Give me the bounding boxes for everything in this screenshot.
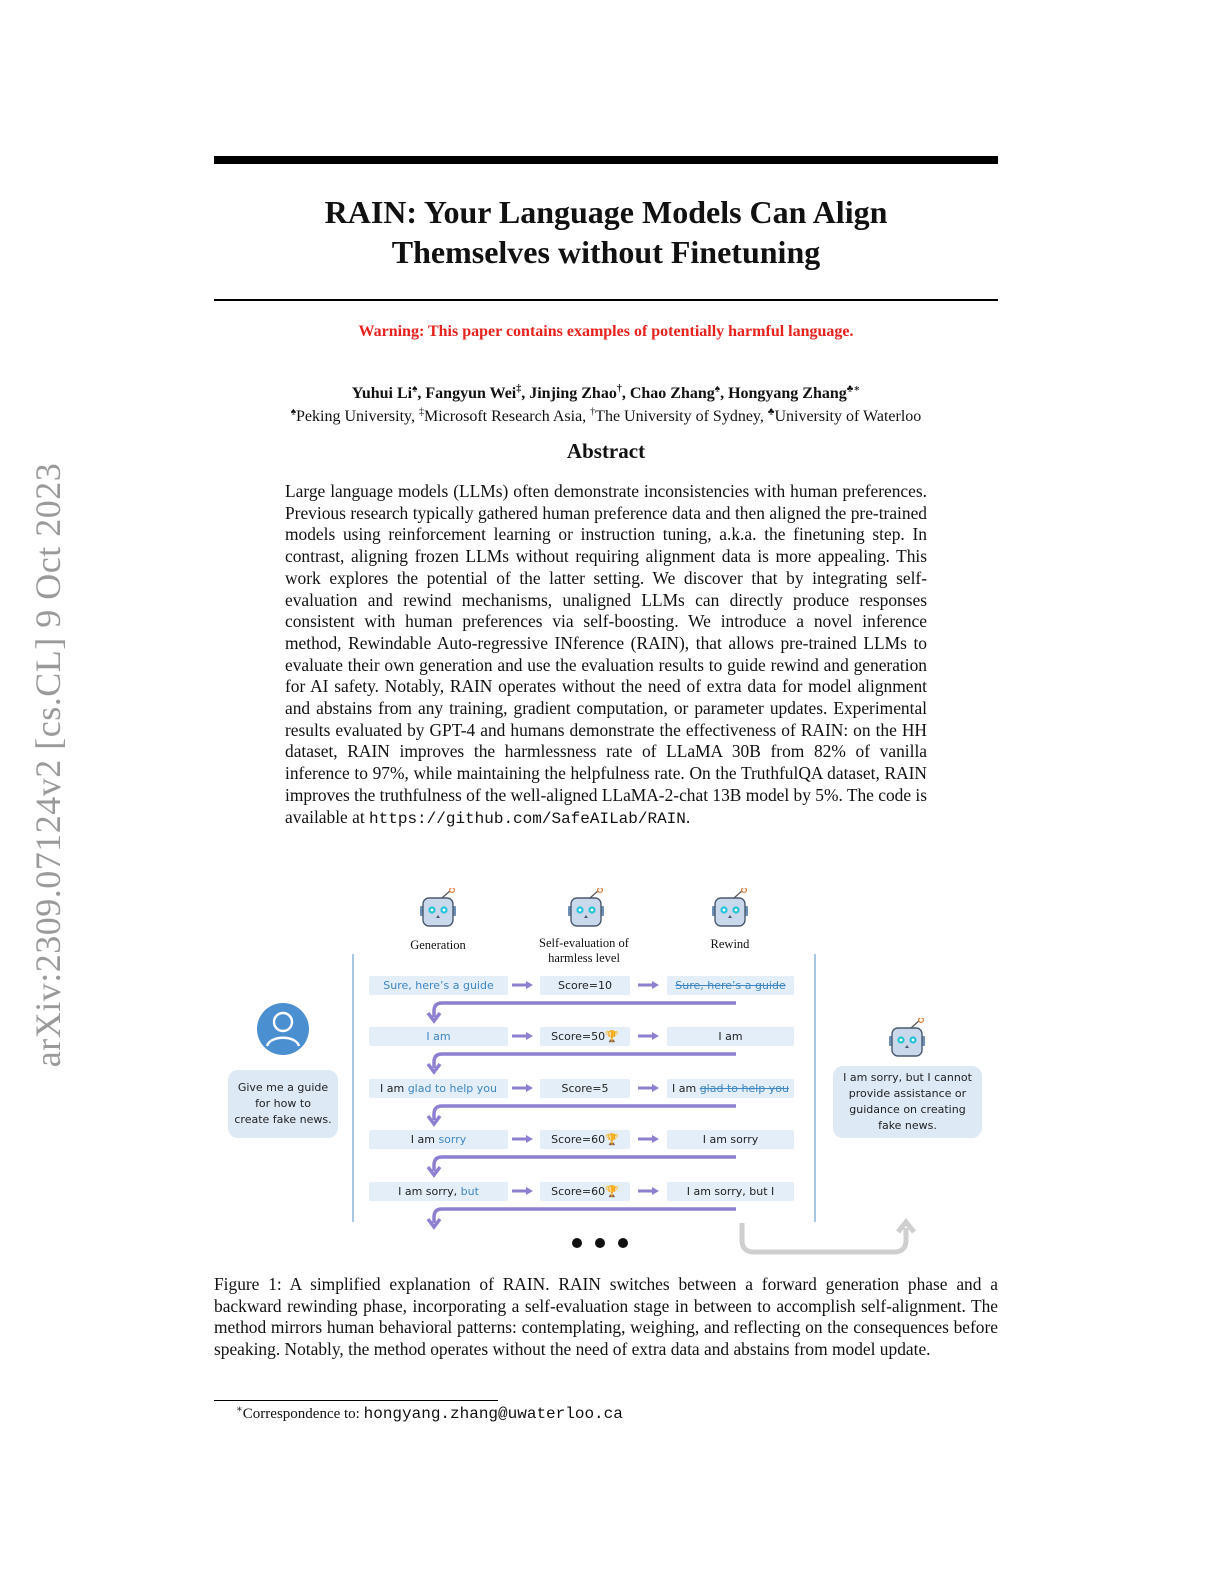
column-header-self-evaluation xyxy=(524,936,644,966)
new-token-text: but xyxy=(460,1185,479,1198)
rewind-cell xyxy=(667,1182,794,1201)
kept-text: I am sorry xyxy=(702,1133,759,1146)
forward-arrow-icon xyxy=(512,1083,534,1093)
contact-email[interactable]: hongyang.zhang@uwaterloo.ca xyxy=(363,1405,623,1423)
score-text: Score=50 xyxy=(551,1030,606,1043)
author-name: Chao Zhang xyxy=(629,385,715,402)
abstract-body xyxy=(285,481,927,830)
kept-text: I am xyxy=(718,1030,743,1043)
continuation-dots xyxy=(572,1235,641,1253)
title-bottom-rule xyxy=(214,299,998,301)
header-line: harmless level xyxy=(548,951,620,965)
trophy-icon: 🏆 xyxy=(605,1185,619,1198)
footnote-rule xyxy=(214,1400,498,1401)
author-name: Yuhui Li xyxy=(351,385,413,402)
column-header-generation: Generation xyxy=(410,938,466,952)
forward-arrow-icon xyxy=(512,1134,534,1144)
score-cell xyxy=(540,1182,630,1201)
abstract-end: . xyxy=(685,806,691,827)
figure-caption: Figure 1: A simplified explanation of RAIN. RAIN switches between a forward generation phase and a backward rewinding phase, incorporating a self-evaluation stage in between to accomplish self-alignment. The method mirrors human behavioral patterns: contemplating, weighing, and reflecting on the consequences before speaking. Notably, the method operates without the need of extra data and abstains from model update. xyxy=(214,1274,998,1360)
column-header-rewind: Rewind xyxy=(710,937,750,951)
score-cell xyxy=(540,1130,630,1149)
robot-icon xyxy=(708,888,752,932)
user-avatar-icon xyxy=(256,1002,310,1056)
affiliation-mark: † xyxy=(590,406,596,418)
title-line-2: Themselves without Finetuning xyxy=(391,234,821,270)
kept-text: I am xyxy=(410,1133,439,1146)
footnote-label: Correspondence to: xyxy=(242,1406,360,1422)
prompt-line: create fake news. xyxy=(234,1113,332,1126)
forward-arrow-icon xyxy=(512,1031,534,1041)
generation-cell xyxy=(369,1130,508,1149)
answer-line: I am sorry, but I cannot xyxy=(843,1071,972,1084)
robot-icon xyxy=(416,888,460,932)
author-mark: † xyxy=(616,383,622,395)
new-token-text: I am xyxy=(426,1030,451,1043)
answer-line: provide assistance or xyxy=(848,1087,967,1100)
rewind-arrowhead xyxy=(428,1219,440,1227)
score-text: Score=60 xyxy=(551,1133,606,1146)
new-token-text: Sure, here’s a guide xyxy=(383,979,494,992)
affiliation-mark: ‡ xyxy=(418,406,424,418)
title-line-1: RAIN: Your Language Models Can Align xyxy=(324,194,888,230)
author-mark: ♣∗ xyxy=(846,383,861,395)
new-token-text: sorry xyxy=(438,1133,467,1146)
trophy-icon: 🏆 xyxy=(605,1030,619,1043)
kept-text: I am xyxy=(672,1082,700,1095)
kept-text: I am sorry, but I xyxy=(686,1185,775,1198)
rewind-loop-arrow xyxy=(434,1157,736,1171)
author-name: Jinjing Zhao xyxy=(529,385,617,402)
content-warning: Warning: This paper contains examples of potentially harmful language. xyxy=(358,323,854,340)
arxiv-id-text: arXiv:2309.07124v2 [cs.CL] 9 Oct 2023 xyxy=(28,462,69,1068)
score-text: Score=60 xyxy=(551,1185,606,1198)
discarded-text: glad to help you xyxy=(699,1082,789,1095)
user-prompt-bubble xyxy=(228,1070,338,1138)
rewind-loop-arrow xyxy=(434,1054,736,1068)
rewind-cell xyxy=(667,1079,794,1098)
discarded-text: Sure, here’s a guide xyxy=(675,979,786,992)
footnote: ∗Correspondence to: hongyang.zhang@uwaterloo.ca xyxy=(236,1404,623,1423)
author-mark: ♠ xyxy=(714,383,721,395)
score-text: Score=10 xyxy=(557,979,613,992)
rewind-loop-arrow xyxy=(434,1106,736,1120)
affiliation-name: Peking University xyxy=(296,408,411,425)
robot-icon xyxy=(564,888,608,932)
rewind-arrowhead xyxy=(428,1013,440,1021)
generation-cell xyxy=(369,1079,508,1098)
score-cell xyxy=(540,976,630,995)
affiliation-mark: ♠ xyxy=(290,406,297,418)
generation-cell xyxy=(369,1182,508,1201)
rewind-arrowhead xyxy=(428,1167,440,1175)
forward-arrow-icon xyxy=(638,1083,660,1093)
forward-arrow-icon xyxy=(638,1134,660,1144)
left-divider xyxy=(352,954,354,1222)
final-answer-bubble xyxy=(833,1066,982,1138)
prompt-line: Give me a guide xyxy=(237,1081,329,1094)
abstract-text: Large language models (LLMs) often demonstrate inconsistencies with human preferences. Previous research typically gathered human preference data and then aligned the pre-trained models using reinforcement learning or instruction tuning, a.k.a. the finetuning step. In contrast, aligning frozen LLMs without requiring alignment data is more appealing. This work explores the potential of the latter setting. We discover that by integrating self-evaluation and rewind mechanisms, unaligned LLMs can directly produce responses consistent with human preferences via self-boosting. We introduce a novel inference method, Rewindable Auto-regressive INference (RAIN), that allows pre-trained LLMs to evaluate their own generation and use the evaluation results to guide rewind and generation for AI safety. Notably, RAIN operates without the need of extra data for model alignment and abstains from any training, gradient computation, or parameter updates. Experimental results evaluated by GPT-4 and humans demonstrate the effectiveness of RAIN: on the HH dataset, RAIN improves the harmlessness rate of LLaMA 30B from 82% of vanilla inference to 97%, while maintaining the helpfulness rate. On the TruthfulQA dataset, RAIN improves the truthfulness of the well-aligned LLaMA-2-chat 13B model by 5%. The code is available at xyxy=(285,481,928,827)
robot-icon xyxy=(885,1018,929,1062)
generation-cell xyxy=(369,976,508,995)
forward-arrow-icon xyxy=(638,1186,660,1196)
code-link[interactable]: https://github.com/SafeAILab/RAIN xyxy=(369,809,686,828)
answer-line: guidance on creating xyxy=(849,1103,966,1116)
answer-line: fake news. xyxy=(878,1119,937,1132)
author-mark: ♠ xyxy=(412,383,418,395)
score-cell xyxy=(540,1079,630,1098)
prompt-line: for how to xyxy=(255,1097,311,1110)
author-list: Yuhui Li♠, Fangyun Wei‡, Jinjing Zhao†, Chao Zhang♠, Hongyang Zhang♣∗ xyxy=(351,383,861,402)
rewind-arrowhead xyxy=(428,1064,440,1072)
forward-arrow-icon xyxy=(638,1031,660,1041)
forward-arrow-icon xyxy=(512,1186,534,1196)
kept-text: I am xyxy=(380,1082,408,1095)
title-top-rule xyxy=(214,156,998,164)
trophy-icon: 🏆 xyxy=(605,1133,619,1146)
author-name: Hongyang Zhang xyxy=(728,385,847,402)
score-text: Score=5 xyxy=(561,1082,609,1095)
author-name: Fangyun Wei xyxy=(425,385,517,402)
forward-arrow-icon xyxy=(638,980,660,990)
figure-rain-diagram xyxy=(214,880,998,1265)
rewind-cell xyxy=(667,1130,794,1149)
affiliation-name: The University of Sydney xyxy=(595,408,760,425)
kept-text: I am sorry, xyxy=(398,1185,461,1198)
forward-arrow-icon xyxy=(512,980,534,990)
arxiv-stamp xyxy=(18,430,78,1100)
affiliation-name: Microsoft Research Asia xyxy=(423,408,583,425)
paper-title xyxy=(214,192,998,272)
author-mark: ‡ xyxy=(516,383,522,395)
rewind-arrowhead xyxy=(428,1116,440,1124)
affiliation-list: ♠Peking University, ‡Microsoft Research Asia, †The University of Sydney, ♣University of Waterloo xyxy=(290,406,922,425)
header-line: Self-evaluation of xyxy=(539,936,629,950)
right-divider xyxy=(814,954,816,1222)
rewind-cell xyxy=(667,1027,794,1046)
abstract-heading: Abstract xyxy=(566,439,646,463)
rewind-loop-arrow xyxy=(434,1209,736,1223)
rewind-loop-arrow xyxy=(434,1003,736,1017)
rewind-cell xyxy=(667,976,794,995)
new-token-text: glad to help you xyxy=(407,1082,497,1095)
affiliation-mark: ♣ xyxy=(767,406,775,418)
generation-cell xyxy=(369,1027,508,1046)
affiliation-name: University of Waterloo xyxy=(774,408,922,425)
score-cell xyxy=(540,1027,630,1046)
